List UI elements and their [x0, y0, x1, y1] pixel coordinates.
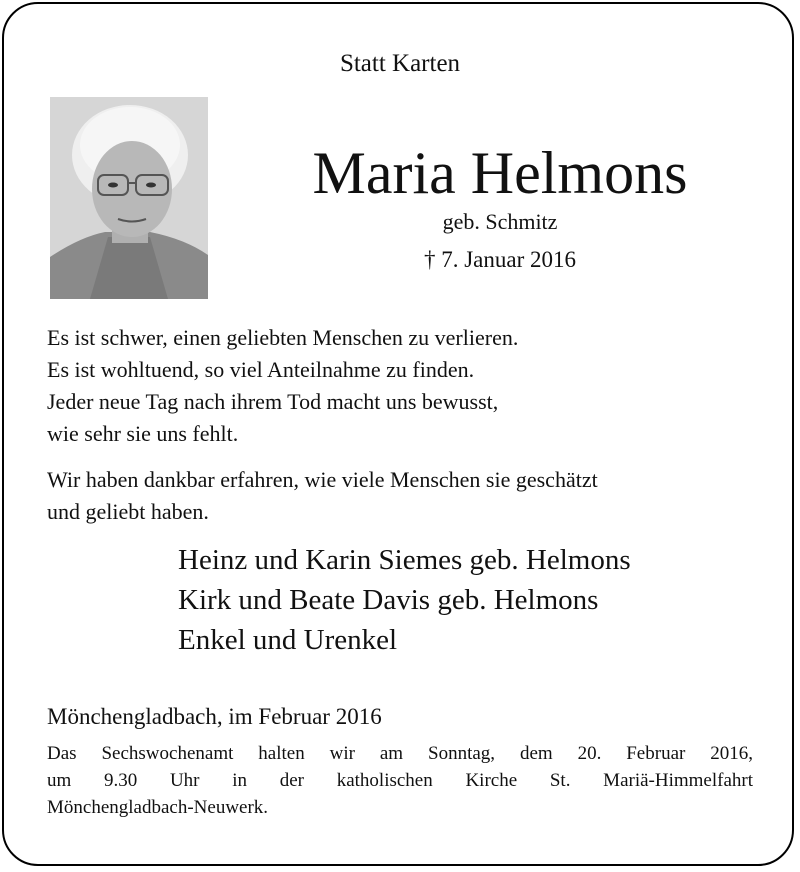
mourner-line: Enkel und Urenkel: [178, 624, 398, 656]
mourner-line: Kirk und Beate Davis geb. Helmons: [178, 584, 599, 616]
service-line: Das Sechswochenamt halten wir am Sonntag, dem 20. Februar 2016,: [47, 743, 753, 764]
text-line: Es ist wohltuend, so viel Anteilnahme zu finden.: [47, 357, 475, 382]
death-date: † 7. Januar 2016: [423, 247, 577, 272]
mourners-list: [178, 540, 631, 660]
text-line: wie sehr sie uns fehlt.: [47, 421, 239, 446]
text-line: Jeder neue Tag nach ihrem Tod macht uns bewusst,: [47, 389, 499, 414]
header-note: Statt Karten: [339, 50, 461, 77]
deceased-name: Maria Helmons: [312, 140, 688, 206]
place-date: Mönchengladbach, im Februar 2016: [47, 704, 382, 729]
service-line: um 9.30 Uhr in der katholischen Kirche St. Mariä-Himmelfahrt: [47, 770, 753, 791]
service-announcement: [47, 740, 753, 821]
portrait-photo: [50, 97, 208, 299]
text-line: Wir haben dankbar erfahren, wie viele Menschen sie geschätzt: [47, 467, 598, 492]
birth-name: geb. Schmitz: [442, 209, 558, 234]
service-line: Mönchengladbach-Neuwerk.: [47, 797, 269, 818]
condolence-paragraph-1: [47, 322, 518, 450]
mourner-line: Heinz und Karin Siemes geb. Helmons: [178, 544, 631, 576]
thanks-paragraph: [47, 464, 598, 528]
text-line: und geliebt haben.: [47, 499, 209, 524]
text-line: Es ist schwer, einen geliebten Menschen zu verlieren.: [47, 325, 519, 350]
